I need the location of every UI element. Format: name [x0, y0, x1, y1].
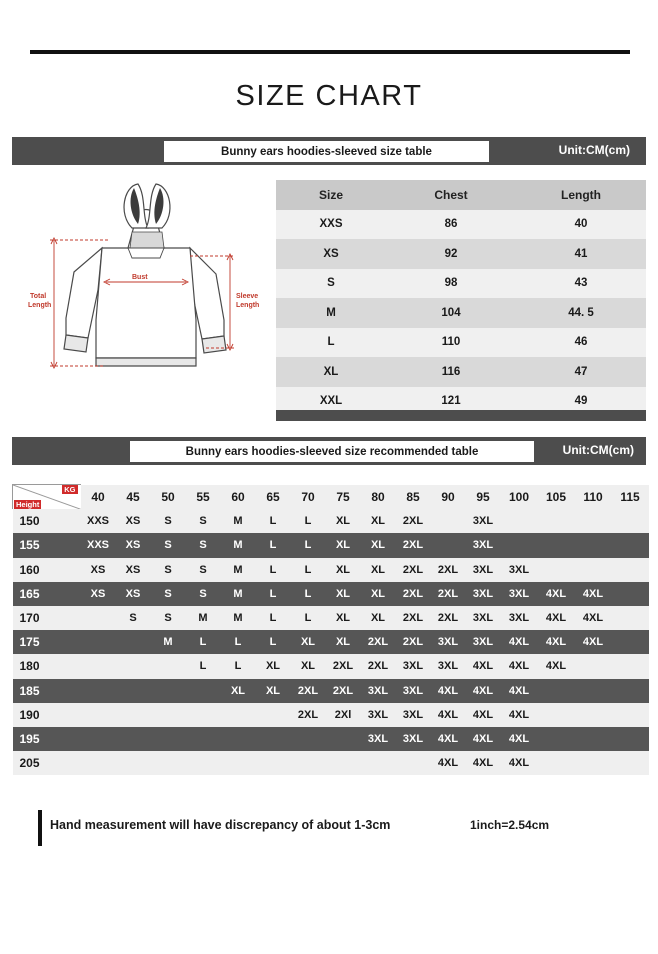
size-cell: M	[221, 606, 256, 630]
size-cell: 3XL	[396, 727, 431, 751]
size-cell: M	[221, 533, 256, 557]
table-row	[13, 582, 649, 606]
size-cell: 4XL	[431, 727, 466, 751]
size-cell: S	[151, 533, 186, 557]
size-cell	[81, 654, 116, 678]
size-cell	[151, 727, 186, 751]
size-cell	[538, 727, 575, 751]
size-cell: S	[186, 533, 221, 557]
size-cell: XL	[361, 582, 396, 606]
size-cell	[612, 679, 649, 703]
section2-unit: Unit:CM(cm)	[562, 443, 634, 457]
weight-header: 60	[221, 485, 256, 510]
size-cell	[116, 703, 151, 727]
size-cell: XL	[276, 357, 386, 387]
size-cell: L	[256, 509, 291, 533]
size-cell: M	[221, 582, 256, 606]
size-cell: 4XL	[501, 727, 538, 751]
size-cell: L	[221, 654, 256, 678]
hoodie-illustration	[14, 170, 274, 410]
size-cell	[81, 727, 116, 751]
size-cell: XL	[256, 679, 291, 703]
section1-unit: Unit:CM(cm)	[558, 143, 630, 157]
size-cell: 3XL	[361, 679, 396, 703]
total-length-label-line2: Length	[28, 302, 52, 309]
size-cell: XL	[361, 509, 396, 533]
weight-header: 75	[326, 485, 361, 510]
length-cell: 49	[516, 387, 646, 417]
size-cell	[186, 679, 221, 703]
size-cell: XS	[116, 509, 151, 533]
weight-header: 90	[431, 485, 466, 510]
section1-heading: Bunny ears hoodies-sleeved size table	[164, 141, 489, 162]
table-row	[13, 703, 649, 727]
size-cell: S	[151, 558, 186, 582]
size-cell	[81, 703, 116, 727]
size-cell	[151, 703, 186, 727]
chest-cell: 92	[386, 239, 516, 269]
weight-header: 70	[291, 485, 326, 510]
size-cell: M	[221, 509, 256, 533]
size-cell: 3XL	[431, 630, 466, 654]
size-cell: 3XL	[396, 679, 431, 703]
table-row	[13, 606, 649, 630]
size-cell	[501, 509, 538, 533]
size-cell: 2XL	[361, 654, 396, 678]
table-row	[276, 269, 646, 299]
size-cell: 4XL	[466, 679, 501, 703]
size-cell	[612, 703, 649, 727]
weight-header: 40	[81, 485, 116, 510]
weight-header: 80	[361, 485, 396, 510]
length-cell: 43	[516, 269, 646, 299]
chest-cell: 121	[386, 387, 516, 417]
top-divider	[30, 50, 630, 54]
size-cell: 4XL	[538, 582, 575, 606]
size-cell: XXS	[81, 509, 116, 533]
table-row	[13, 509, 649, 533]
sleeve-length-label-line2: Length	[236, 302, 260, 309]
size-table-header-size: Size	[276, 180, 386, 210]
height-header: 155	[13, 533, 81, 557]
size-cell: L	[291, 509, 326, 533]
sleeve-length-label-line1: Sleeve	[236, 293, 259, 300]
height-axis-label: Height	[16, 500, 40, 510]
size-cell: S	[186, 558, 221, 582]
size-cell: 3XL	[396, 654, 431, 678]
weight-header: 95	[466, 485, 501, 510]
size-cell	[612, 727, 649, 751]
size-cell: 2XL	[396, 630, 431, 654]
size-cell	[396, 751, 431, 775]
table-row	[276, 357, 646, 387]
size-cell: 3XL	[431, 654, 466, 678]
size-cell: XS	[276, 239, 386, 269]
size-cell: S	[186, 509, 221, 533]
size-cell: 2XL	[396, 509, 431, 533]
size-cell	[326, 727, 361, 751]
page-title: SIZE CHART	[235, 80, 423, 112]
size-cell: L	[186, 630, 221, 654]
weight-axis-label: KG	[64, 485, 76, 494]
weight-header: 105	[538, 485, 575, 510]
size-cell: XL	[361, 558, 396, 582]
size-cell: 3XL	[501, 582, 538, 606]
size-cell: 3XL	[466, 630, 501, 654]
size-cell: XL	[326, 582, 361, 606]
size-cell	[575, 558, 612, 582]
table-row	[276, 210, 646, 240]
height-header: 205	[13, 751, 81, 775]
size-cell	[575, 703, 612, 727]
table-row	[276, 239, 646, 269]
size-cell: 2XL	[326, 654, 361, 678]
size-cell: XL	[221, 679, 256, 703]
size-cell: 4XL	[431, 703, 466, 727]
size-cell: 4XL	[575, 582, 612, 606]
measurement-disclaimer: Hand measurement will have discrepancy of about 1-3cm	[50, 818, 391, 832]
size-cell: XL	[326, 509, 361, 533]
size-cell: 4XL	[431, 751, 466, 775]
size-cell	[116, 654, 151, 678]
axis-corner-cell	[13, 485, 81, 510]
size-cell: M	[186, 606, 221, 630]
size-cell: XS	[116, 558, 151, 582]
size-cell	[151, 751, 186, 775]
size-cell: L	[291, 558, 326, 582]
table-row	[276, 328, 646, 358]
weight-header: 50	[151, 485, 186, 510]
size-cell	[256, 751, 291, 775]
size-cell	[538, 751, 575, 775]
size-cell: 4XL	[501, 751, 538, 775]
chest-cell: 104	[386, 298, 516, 328]
size-cell	[81, 679, 116, 703]
height-header: 170	[13, 606, 81, 630]
size-cell	[221, 703, 256, 727]
size-cell	[538, 509, 575, 533]
size-cell: S	[186, 582, 221, 606]
size-cell: L	[186, 654, 221, 678]
size-cell: 3XL	[466, 606, 501, 630]
size-cell: XL	[326, 533, 361, 557]
size-cell	[501, 533, 538, 557]
weight-header: 45	[116, 485, 151, 510]
size-cell: 2XL	[431, 558, 466, 582]
size-cell	[256, 727, 291, 751]
size-cell	[116, 630, 151, 654]
size-cell	[612, 654, 649, 678]
weight-header: 65	[256, 485, 291, 510]
section2-header-band	[12, 437, 646, 465]
size-cell: 2XL	[396, 582, 431, 606]
size-cell: S	[151, 606, 186, 630]
size-cell: 4XL	[466, 654, 501, 678]
hoodie-diagram-svg	[14, 170, 274, 410]
size-cell: 4XL	[431, 679, 466, 703]
size-cell: 3XL	[361, 703, 396, 727]
size-cell: L	[276, 328, 386, 358]
table-row	[13, 751, 649, 775]
size-cell: 2XL	[431, 606, 466, 630]
size-cell: XL	[326, 630, 361, 654]
size-cell	[151, 654, 186, 678]
size-cell: 4XL	[538, 606, 575, 630]
size-cell	[538, 558, 575, 582]
size-table	[276, 180, 646, 416]
chest-cell: 98	[386, 269, 516, 299]
size-cell	[612, 606, 649, 630]
size-cell: 4XL	[466, 727, 501, 751]
size-cell: XS	[116, 533, 151, 557]
size-cell: 4XL	[466, 703, 501, 727]
size-cell	[326, 751, 361, 775]
size-cell: L	[256, 533, 291, 557]
section1-header-band	[12, 137, 646, 165]
length-cell: 41	[516, 239, 646, 269]
recommended-table-header-row	[13, 485, 649, 510]
size-cell	[612, 509, 649, 533]
size-cell	[612, 558, 649, 582]
table-row	[276, 298, 646, 328]
unit-conversion: 1inch=2.54cm	[470, 818, 550, 832]
size-cell: 2XL	[431, 582, 466, 606]
size-cell: 2XL	[396, 606, 431, 630]
size-cell: L	[291, 582, 326, 606]
height-header: 150	[13, 509, 81, 533]
size-cell: M	[151, 630, 186, 654]
size-cell: 3XL	[396, 703, 431, 727]
size-cell: 4XL	[501, 679, 538, 703]
size-cell	[431, 533, 466, 557]
size-cell: S	[276, 269, 386, 299]
height-header: 160	[13, 558, 81, 582]
size-cell: 3XL	[501, 558, 538, 582]
size-cell: L	[291, 606, 326, 630]
size-cell: 3XL	[466, 558, 501, 582]
size-cell: XS	[81, 582, 116, 606]
size-cell: L	[256, 606, 291, 630]
size-cell	[575, 654, 612, 678]
size-cell: 2XL	[396, 558, 431, 582]
length-cell: 47	[516, 357, 646, 387]
size-cell: 4XL	[575, 630, 612, 654]
size-cell: XL	[291, 654, 326, 678]
size-cell: XS	[81, 558, 116, 582]
height-header: 190	[13, 703, 81, 727]
size-cell: 3XL	[501, 606, 538, 630]
size-cell	[575, 727, 612, 751]
size-cell: M	[276, 298, 386, 328]
size-cell	[186, 727, 221, 751]
size-cell	[291, 727, 326, 751]
size-cell	[256, 703, 291, 727]
size-table-header-length: Length	[516, 180, 646, 210]
size-cell	[186, 751, 221, 775]
size-cell: 2XL	[291, 703, 326, 727]
size-cell: S	[116, 606, 151, 630]
size-cell: 2XL	[361, 630, 396, 654]
size-cell	[81, 751, 116, 775]
size-cell	[431, 509, 466, 533]
size-cell: 3XL	[466, 509, 501, 533]
size-cell: S	[151, 509, 186, 533]
weight-header: 85	[396, 485, 431, 510]
size-cell: 3XL	[466, 533, 501, 557]
table-row	[13, 630, 649, 654]
weight-header: 110	[575, 485, 612, 510]
table-row	[13, 654, 649, 678]
recommended-size-table	[12, 484, 649, 775]
height-header: 165	[13, 582, 81, 606]
size-cell	[291, 751, 326, 775]
total-length-label-line1: Total	[30, 293, 47, 300]
size-table-header-chest: Chest	[386, 180, 516, 210]
chest-cell: 110	[386, 328, 516, 358]
height-header: 185	[13, 679, 81, 703]
size-cell	[612, 630, 649, 654]
size-cell: L	[256, 582, 291, 606]
weight-header: 115	[612, 485, 649, 510]
weight-header: 55	[186, 485, 221, 510]
size-cell	[186, 703, 221, 727]
size-cell	[575, 509, 612, 533]
size-cell	[116, 751, 151, 775]
size-cell: XXS	[276, 210, 386, 240]
section2-heading: Bunny ears hoodies-sleeved size recommended table	[130, 441, 534, 462]
size-cell: M	[221, 558, 256, 582]
size-cell: L	[221, 630, 256, 654]
size-cell	[221, 751, 256, 775]
footer-accent-bar	[38, 810, 42, 846]
bust-label: Bust	[132, 274, 148, 281]
size-cell: XL	[256, 654, 291, 678]
size-cell	[116, 679, 151, 703]
size-cell	[612, 533, 649, 557]
size-cell	[221, 727, 256, 751]
chest-cell: 116	[386, 357, 516, 387]
table-row	[13, 679, 649, 703]
size-cell: XS	[116, 582, 151, 606]
size-cell	[612, 582, 649, 606]
size-cell	[538, 703, 575, 727]
size-cell	[575, 679, 612, 703]
size-cell	[538, 679, 575, 703]
size-cell: 4XL	[501, 703, 538, 727]
table-row	[13, 727, 649, 751]
size-cell: XL	[361, 533, 396, 557]
size-cell: XL	[361, 606, 396, 630]
size-cell: 2Xl	[326, 703, 361, 727]
size-cell	[361, 751, 396, 775]
size-cell	[81, 606, 116, 630]
size-table-header-row	[276, 180, 646, 210]
size-cell	[575, 751, 612, 775]
size-cell: XXL	[276, 387, 386, 417]
size-cell: 3XL	[361, 727, 396, 751]
size-cell: L	[256, 630, 291, 654]
height-header: 175	[13, 630, 81, 654]
size-cell: 3XL	[466, 582, 501, 606]
table-row	[13, 558, 649, 582]
table-row	[13, 533, 649, 557]
size-cell	[151, 679, 186, 703]
length-cell: 40	[516, 210, 646, 240]
height-header: 195	[13, 727, 81, 751]
size-cell	[116, 727, 151, 751]
size-cell: 2XL	[326, 679, 361, 703]
section1-bottom-bar	[276, 410, 646, 421]
size-cell: L	[256, 558, 291, 582]
size-cell: 2XL	[396, 533, 431, 557]
size-cell: 4XL	[501, 630, 538, 654]
size-cell	[81, 630, 116, 654]
size-cell: 4XL	[538, 654, 575, 678]
size-cell: XL	[326, 606, 361, 630]
length-cell: 44. 5	[516, 298, 646, 328]
size-cell: 4XL	[575, 606, 612, 630]
size-cell	[612, 751, 649, 775]
size-cell: 4XL	[466, 751, 501, 775]
weight-header: 100	[501, 485, 538, 510]
footer-note	[38, 808, 628, 848]
size-cell: XL	[326, 558, 361, 582]
size-cell: 4XL	[501, 654, 538, 678]
size-cell: 2XL	[291, 679, 326, 703]
size-cell	[538, 533, 575, 557]
size-cell: 4XL	[538, 630, 575, 654]
size-cell: L	[291, 533, 326, 557]
size-cell: XL	[291, 630, 326, 654]
chest-cell: 86	[386, 210, 516, 240]
height-header: 180	[13, 654, 81, 678]
size-cell: S	[151, 582, 186, 606]
length-cell: 46	[516, 328, 646, 358]
size-cell	[575, 533, 612, 557]
size-cell: XXS	[81, 533, 116, 557]
